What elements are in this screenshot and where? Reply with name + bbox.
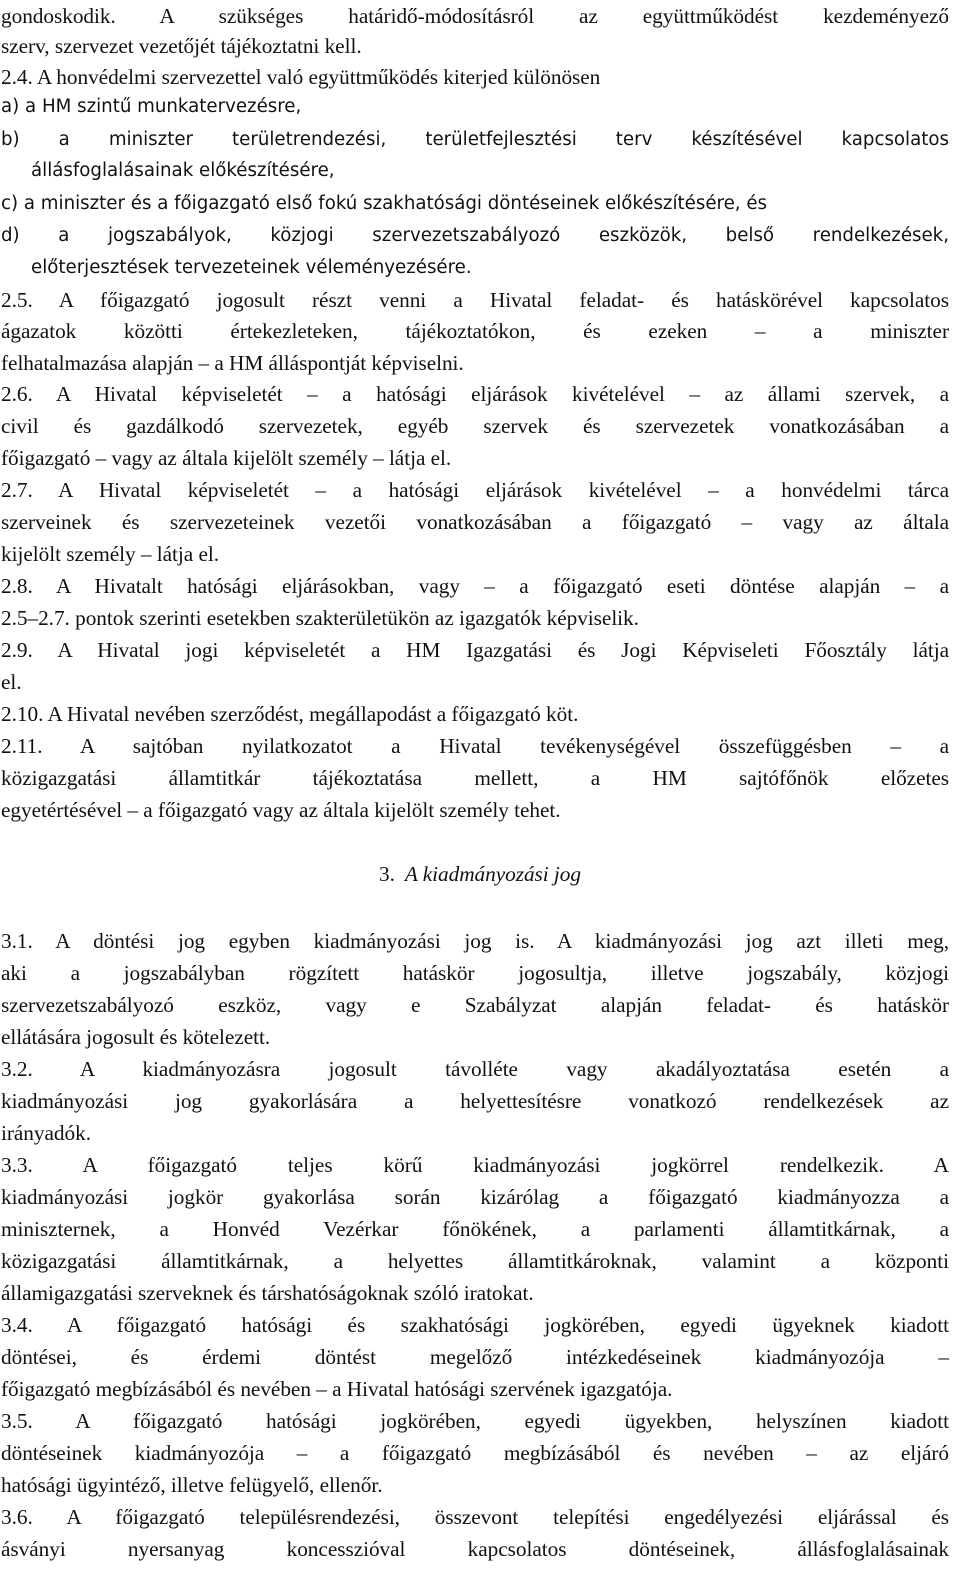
paragraph-line: el. — [1, 670, 22, 694]
section-heading — [0, 858, 960, 890]
paragraph-line: ellátására jogosult és kötelezett. — [1, 1025, 271, 1049]
list-item-b-continuation: állásfoglalásainak előkészítésére, — [31, 160, 335, 181]
section-heading-number: 3. — [379, 862, 395, 886]
paragraph-line: szerveinek és szervezeteinek vezetői vonatkozásában a főigazgató – vagy az általa — [1, 510, 949, 534]
paragraph-line: miniszternek, a Honvéd Vezérkar főnökének, a parlamenti államtitkárnak, a — [1, 1217, 949, 1241]
paragraph-line: kijelölt személy – látja el. — [1, 542, 220, 566]
paragraph-line: 2.9. A Hivatal jogi képviseletét a HM Igazgatási és Jogi Képviseleti Főosztály látja — [1, 638, 949, 662]
paragraph-line: 2.5–2.7. pontok szerinti esetekben szakterületükön az igazgatók képviselik. — [1, 606, 639, 630]
paragraph-line: ágazatok közötti értekezleteken, tájékoztatókon, és ezeken – a miniszter — [1, 319, 949, 343]
paragraph-line: aki a jogszabályban rögzített hatáskör jogosultja, illetve jogszabály, közjogi — [1, 961, 949, 985]
paragraph-line: 2.11. A sajtóban nyilatkozatot a Hivatal tevékenységével összefüggésben – a — [1, 734, 949, 758]
paragraph-line: döntéseinek kiadmányozója – a főigazgató megbízásából és nevében – az eljáró — [1, 1441, 949, 1465]
paragraph-line: 2.7. A Hivatal képviseletét – a hatósági eljárások kivételével – a honvédelmi tárca — [1, 478, 949, 502]
paragraph-line: főigazgató – vagy az általa kijelölt személy – látja el. — [1, 446, 452, 470]
paragraph-line: szervezetszabályozó eszköz, vagy e Szabályzat alapján feladat- és hatáskör — [1, 993, 949, 1017]
paragraph-line: ásványi nyersanyag koncesszióval kapcsolatos döntéseinek, állásfoglalásainak — [1, 1537, 949, 1561]
list-item-b: b) a miniszter területrendezési, területfejlesztési terv készítésével kapcsolatos — [1, 129, 949, 150]
paragraph-line: 2.8. A Hivatalt hatósági eljárásokban, vagy – a főigazgató eseti döntése alapján – a — [1, 574, 949, 598]
paragraph-line: 3.6. A főigazgató településrendezési, összevont telepítési engedélyezési eljárással és — [1, 1505, 949, 1529]
paragraph-line: 3.2. A kiadmányozásra jogosult távolléte vagy akadályoztatása esetén a — [1, 1057, 949, 1081]
section-heading-title: A kiadmányozási jog — [404, 862, 581, 886]
paragraph-line: 2.10. A Hivatal nevében szerződést, megállapodást a főigazgató köt. — [1, 702, 579, 726]
paragraph-line: irányadók. — [1, 1121, 91, 1145]
paragraph-line: államigazgatási szerveknek és társhatóságoknak szóló iratokat. — [1, 1281, 534, 1305]
list-item-d: d) a jogszabályok, közjogi szervezetszabályozó eszközök, belső rendelkezések, — [1, 225, 949, 246]
paragraph-line: közigazgatási államtitkár tájékoztatása mellett, a HM sajtófőnök előzetes — [1, 766, 949, 790]
paragraph-line: felhatalmazása alapján – a HM álláspontját képviselni. — [1, 351, 464, 375]
list-item-d-continuation: előterjesztések tervezeteinek véleményezésére. — [31, 257, 472, 278]
list-item-c: c) a miniszter és a főigazgató első fokú szakhatósági döntéseinek előkészítésére, és — [1, 193, 768, 214]
paragraph-line: civil és gazdálkodó szervezetek, egyéb szervek és szervezetek vonatkozásában a — [1, 414, 949, 438]
paragraph-line: főigazgató megbízásából és nevében – a Hivatal hatósági szervének igazgatója. — [1, 1377, 673, 1401]
paragraph-line: gondoskodik. A szükséges határidő-módosításról az együttműködést kezdeményező — [1, 4, 949, 28]
paragraph-line: 2.6. A Hivatal képviseletét – a hatósági eljárások kivételével – az állami szervek, a — [1, 382, 949, 406]
paragraph-line: 2.4. A honvédelmi szervezettel való együttműködés kiterjed különösen — [1, 65, 601, 89]
paragraph-line: egyetértésével – a főigazgató vagy az általa kijelölt személy tehet. — [1, 798, 561, 822]
paragraph-line: 3.5. A főigazgató hatósági jogkörében, egyedi ügyekben, helyszínen kiadott — [1, 1409, 949, 1433]
paragraph-line: 3.4. A főigazgató hatósági és szakhatósági jogkörében, egyedi ügyeknek kiadott — [1, 1313, 949, 1337]
paragraph-line: 3.3. A főigazgató teljes körű kiadmányozási jogkörrel rendelkezik. A — [1, 1153, 949, 1177]
list-item-a: a) a HM szintű munkatervezésre, — [1, 96, 302, 117]
paragraph-line: közigazgatási államtitkárnak, a helyettes államtitkároknak, valamint a központi — [1, 1249, 949, 1273]
paragraph-line: kiadmányozási jog gyakorlására a helyettesítésre vonatkozó rendelkezések az — [1, 1089, 949, 1113]
paragraph-line: döntései, és érdemi döntést megelőző intézkedéseinek kiadmányozója – — [1, 1345, 949, 1369]
paragraph-line: szerv, szervezet vezetőjét tájékoztatni kell. — [1, 34, 362, 58]
paragraph-line: kiadmányozási jogkör gyakorlása során kizárólag a főigazgató kiadmányozza a — [1, 1185, 949, 1209]
paragraph-line: 2.5. A főigazgató jogosult részt venni a Hivatal feladat- és hatáskörével kapcsolatos — [1, 288, 949, 312]
paragraph-line: 3.1. A döntési jog egyben kiadmányozási jog is. A kiadmányozási jog azt illeti meg, — [1, 929, 949, 953]
paragraph-line: hatósági ügyintéző, illetve felügyelő, ellenőr. — [1, 1473, 383, 1497]
